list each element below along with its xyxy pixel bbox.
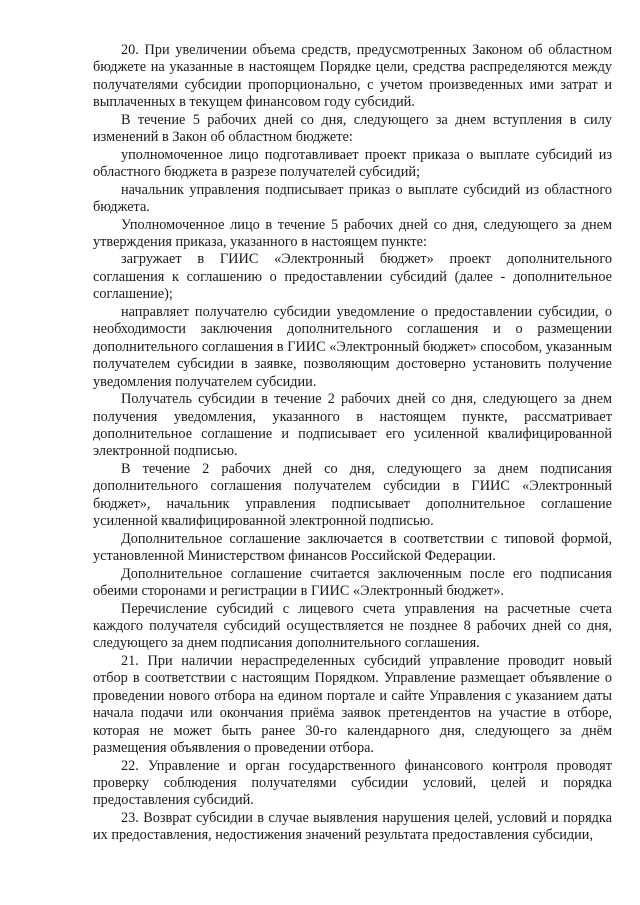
paragraph-head-signs: В течение 2 рабочих дней со дня, следующего за днем подписания дополнительного соглашения получателем субсидии в ГИИС «Электронный бюджет», начальник управления подписывает дополнительное соглашение усиленной квалифицированной электронной подписью.	[93, 460, 612, 530]
paragraph-within-5-days: В течение 5 рабочих дней со дня, следующего за днем вступления в силу изменений в Закон об областном бюджете:	[93, 111, 612, 146]
paragraph-considered-concluded: Дополнительное соглашение считается заключенным после его подписания обеими сторонами и регистрации в ГИИС «Электронный бюджет».	[93, 565, 612, 600]
paragraph-uploads: загружает в ГИИС «Электронный бюджет» проект дополнительного соглашения к соглашению о предоставлении субсидий (далее - дополнительное соглашение);	[93, 251, 612, 303]
paragraph-prepares-order: уполномоченное лицо подготавливает проект приказа о выплате субсидий из областного бюджета в разрезе получателей субсидий;	[93, 146, 612, 181]
paragraph-sends-notice: направляет получателю субсидии уведомление о предоставлении субсидии, о необходимости заключения дополнительного соглашения и о размещении дополнительного соглашения в ГИИС «Электронный бюджет» способом, указанным получателем субсидии в заявке, позволяющим достоверно установить получение уведомления получателем субсидии.	[93, 303, 612, 390]
paragraph-standard-form: Дополнительное соглашение заключается в соответствии с типовой формой, установленной Министерством финансов Российской Федерации.	[93, 530, 612, 565]
paragraph-23: 23. Возврат субсидии в случае выявления нарушения целей, условий и порядка их предоставления, недостижения значений результата предоставления субсидии,	[93, 809, 612, 844]
paragraph-signs-order: начальник управления подписывает приказ о выплате субсидий из областного бюджета.	[93, 181, 612, 216]
paragraph-20: 20. При увеличении объема средств, предусмотренных Законом об областном бюджете на указанные в настоящем Порядке цели, средства распределяются между получателями субсидии пропорционально, с учетом произведенных ими затрат и выплаченных в текущем финансовом году субсидий.	[93, 42, 612, 111]
paragraph-recipient-reviews: Получатель субсидии в течение 2 рабочих дней со дня, следующего за днем получения уведомления, указанного в настоящем пункте, рассматривает дополнительное соглашение и подписывает его усиленной квалифицированной электронной подписью.	[93, 391, 612, 460]
paragraph-transfer: Перечисление субсидий с лицевого счета управления на расчетные счета каждого получателя субсидий осуществляется не позднее 8 рабочих дней со дня, следующего за днем подписания дополнительного соглашения.	[93, 600, 612, 652]
paragraph-21: 21. При наличии нераспределенных субсидий управление проводит новый отбор в соответствии с настоящим Порядком. Управление размещает объявление о проведении нового отбора на едином портале и сайте Управления с указанием даты начала подачи или окончания приёма заявок претендентов на участие в отборе, которая не может быть ранее 30-го календарного дня, следующего за днём размещения объявления о проведении отбора.	[93, 652, 612, 757]
paragraph-22: 22. Управление и орган государственного финансового контроля проводят проверку соблюдения получателями субсидии условий, целей и порядка предоставления субсидий.	[93, 757, 612, 809]
paragraph-authorized-person: Уполномоченное лицо в течение 5 рабочих дней со дня, следующего за днем утверждения приказа, указанного в настоящем пункте:	[93, 216, 612, 250]
